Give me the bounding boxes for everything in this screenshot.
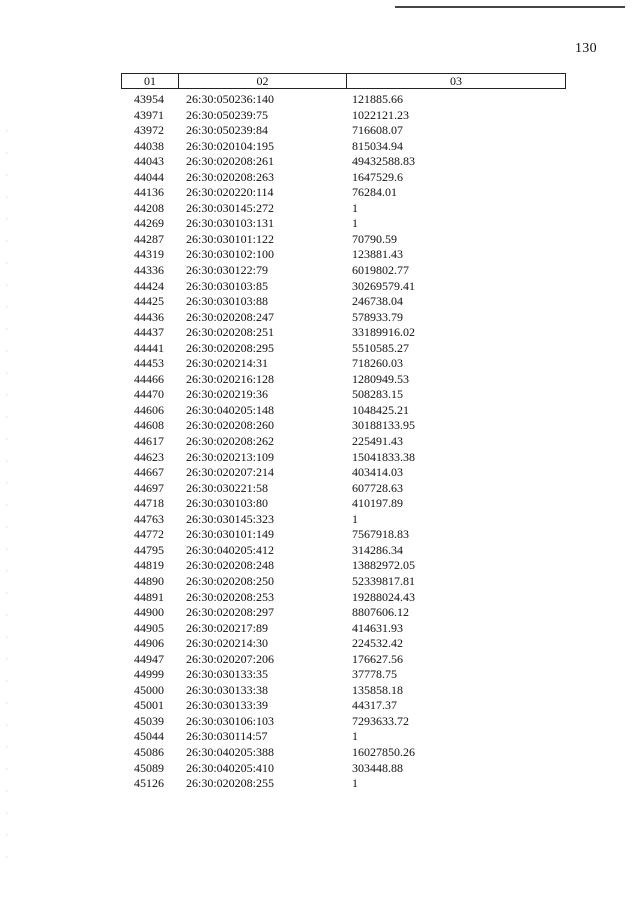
cell-01: 44891	[134, 589, 164, 604]
cell-03: 815034.94	[352, 138, 403, 153]
cell-01: 44437	[134, 325, 164, 340]
table-row	[0, 216, 640, 232]
cell-02: 26:30:030103:88	[186, 294, 269, 309]
cell-03: 1647529.6	[352, 169, 403, 184]
cell-02: 26:30:040205:388	[186, 744, 275, 759]
table-row	[0, 294, 640, 310]
cell-03: 33189916.02	[352, 325, 415, 340]
cell-01: 44763	[134, 511, 164, 526]
cell-03: 49432588.83	[352, 154, 415, 169]
cell-01: 44819	[134, 558, 164, 573]
cell-03: 607728.63	[352, 480, 403, 495]
table-row	[0, 325, 640, 341]
table-row	[0, 496, 640, 512]
cell-03: 246738.04	[352, 294, 403, 309]
cell-03: 121885.66	[352, 92, 403, 106]
cell-02: 26:30:050239:84	[186, 123, 269, 138]
cell-03: 410197.89	[352, 496, 403, 511]
cell-03: 176627.56	[352, 651, 403, 666]
cell-02: 26:30:020207:214	[186, 465, 275, 480]
table-row	[0, 776, 640, 792]
cell-01: 44999	[134, 667, 164, 682]
table-row	[0, 247, 640, 263]
cell-03: 225491.43	[352, 434, 403, 449]
table-row	[0, 123, 640, 139]
table-body	[0, 92, 640, 792]
cell-02: 26:30:030103:85	[186, 278, 269, 293]
table-row	[0, 590, 640, 606]
cell-02: 26:30:030103:80	[186, 496, 269, 511]
cell-01: 44623	[134, 449, 164, 464]
cell-02: 26:30:020208:297	[186, 605, 275, 620]
cell-02: 26:30:030122:79	[186, 263, 269, 278]
cell-01: 44044	[134, 169, 164, 184]
cell-02: 26:30:040205:410	[186, 760, 275, 775]
cell-03: 5510585.27	[352, 340, 409, 355]
cell-03: 314286.34	[352, 542, 403, 557]
scan-margin-artifact	[6, 120, 8, 860]
cell-03: 1	[352, 511, 358, 526]
table-row	[0, 201, 640, 217]
cell-01: 44697	[134, 480, 164, 495]
table-row	[0, 387, 640, 403]
cell-01: 45086	[134, 744, 164, 759]
header-rule	[395, 6, 625, 8]
table-row	[0, 636, 640, 652]
table-row	[0, 527, 640, 543]
cell-01: 45044	[134, 729, 164, 744]
cell-01: 44425	[134, 294, 164, 309]
cell-01: 44453	[134, 356, 164, 371]
cell-02: 26:30:030133:38	[186, 682, 269, 697]
cell-01: 44470	[134, 387, 164, 402]
cell-01: 44436	[134, 309, 164, 324]
table-row	[0, 263, 640, 279]
table-row	[0, 543, 640, 559]
cell-01: 44905	[134, 620, 164, 635]
table-row	[0, 403, 640, 419]
cell-03: 1	[352, 200, 358, 215]
cell-03: 123881.43	[352, 247, 403, 262]
cell-03: 19288024.43	[352, 589, 415, 604]
cell-01: 44319	[134, 247, 164, 262]
cell-03: 578933.79	[352, 309, 403, 324]
cell-01: 44947	[134, 651, 164, 666]
cell-02: 26:30:040205:412	[186, 542, 275, 557]
cell-01: 44269	[134, 216, 164, 231]
table-header	[121, 73, 566, 89]
cell-01: 43971	[134, 107, 164, 122]
cell-01: 44336	[134, 263, 164, 278]
cell-02: 26:30:050239:75	[186, 107, 269, 122]
cell-03: 414631.93	[352, 620, 403, 635]
cell-02: 26:30:030101:149	[186, 527, 275, 542]
cell-02: 26:30:050236:140	[186, 92, 275, 106]
cell-03: 403414.03	[352, 465, 403, 480]
table-row	[0, 139, 640, 155]
cell-03: 70790.59	[352, 231, 397, 246]
cell-01: 44906	[134, 636, 164, 651]
cell-03: 135858.18	[352, 682, 403, 697]
cell-02: 26:30:020208:250	[186, 573, 275, 588]
table-row	[0, 761, 640, 777]
cell-03: 7567918.83	[352, 527, 409, 542]
cell-02: 26:30:020208:262	[186, 434, 275, 449]
cell-01: 43954	[134, 92, 164, 106]
table-row	[0, 652, 640, 668]
cell-03: 15041833.38	[352, 449, 415, 464]
cell-02: 26:30:020208:251	[186, 325, 275, 340]
cell-03: 13882972.05	[352, 558, 415, 573]
cell-02: 26:30:020104:195	[186, 138, 275, 153]
cell-02: 26:30:030114:57	[186, 729, 268, 744]
table-row	[0, 558, 640, 574]
table-row	[0, 574, 640, 590]
cell-01: 45126	[134, 776, 164, 791]
cell-02: 26:30:020208:260	[186, 418, 275, 433]
cell-02: 26:30:020208:261	[186, 154, 275, 169]
cell-01: 44208	[134, 200, 164, 215]
table-row	[0, 683, 640, 699]
cell-02: 26:30:040205:148	[186, 402, 275, 417]
cell-03: 1022121.23	[352, 107, 409, 122]
table-row	[0, 232, 640, 248]
cell-02: 26:30:020208:248	[186, 558, 275, 573]
table-row	[0, 714, 640, 730]
table-row	[0, 729, 640, 745]
cell-01: 45039	[134, 713, 164, 728]
cell-02: 26:30:030102:100	[186, 247, 275, 262]
cell-01: 44795	[134, 542, 164, 557]
cell-02: 26:30:020208:295	[186, 340, 275, 355]
table-row	[0, 745, 640, 761]
cell-01: 44608	[134, 418, 164, 433]
cell-01: 44718	[134, 496, 164, 511]
cell-02: 26:30:030145:323	[186, 511, 275, 526]
cell-01: 45001	[134, 698, 164, 713]
cell-02: 26:30:030106:103	[186, 713, 275, 728]
table-row	[0, 341, 640, 357]
table-row	[0, 450, 640, 466]
cell-03: 52339817.81	[352, 573, 415, 588]
table-row	[0, 154, 640, 170]
table-row	[0, 310, 640, 326]
table-row	[0, 372, 640, 388]
table-row	[0, 512, 640, 528]
column-header-03: 03	[450, 74, 462, 88]
cell-03: 76284.01	[352, 185, 397, 200]
cell-01: 44441	[134, 340, 164, 355]
cell-01: 44043	[134, 154, 164, 169]
table-row	[0, 621, 640, 637]
cell-02: 26:30:030103:131	[186, 216, 275, 231]
cell-03: 30188133.95	[352, 418, 415, 433]
cell-03: 44317.37	[352, 698, 397, 713]
cell-03: 16027850.26	[352, 744, 415, 759]
cell-03: 1048425.21	[352, 402, 409, 417]
cell-03: 1	[352, 729, 358, 744]
cell-02: 26:30:020208:255	[186, 776, 275, 791]
cell-01: 44287	[134, 231, 164, 246]
cell-02: 26:30:020207:206	[186, 651, 275, 666]
table-row	[0, 418, 640, 434]
cell-02: 26:30:030221:58	[186, 480, 269, 495]
cell-02: 26:30:020208:263	[186, 169, 275, 184]
table-row	[0, 92, 640, 108]
column-header-02: 02	[179, 74, 347, 88]
cell-02: 26:30:030101:122	[186, 231, 275, 246]
cell-02: 26:30:020213:109	[186, 449, 275, 464]
cell-01: 45089	[134, 760, 164, 775]
cell-01: 45000	[134, 682, 164, 697]
table-row	[0, 356, 640, 372]
cell-02: 26:30:020214:30	[186, 636, 269, 651]
cell-01: 44038	[134, 138, 164, 153]
cell-03: 303448.88	[352, 760, 403, 775]
table-row	[0, 185, 640, 201]
cell-02: 26:30:030133:35	[186, 667, 269, 682]
cell-02: 26:30:020220:114	[186, 185, 274, 200]
table-row	[0, 465, 640, 481]
table-row	[0, 170, 640, 186]
table-row	[0, 108, 640, 124]
cell-01: 44466	[134, 371, 164, 386]
cell-01: 43972	[134, 123, 164, 138]
cell-03: 508283.15	[352, 387, 403, 402]
cell-03: 716608.07	[352, 123, 403, 138]
cell-02: 26:30:020219:36	[186, 387, 269, 402]
cell-01: 44424	[134, 278, 164, 293]
cell-02: 26:30:020214:31	[186, 356, 269, 371]
cell-01: 44617	[134, 434, 164, 449]
cell-02: 26:30:030145:272	[186, 200, 275, 215]
table-row	[0, 667, 640, 683]
cell-03: 224532.42	[352, 636, 403, 651]
cell-01: 44136	[134, 185, 164, 200]
cell-03: 6019802.77	[352, 263, 409, 278]
cell-01: 44667	[134, 465, 164, 480]
cell-03: 1280949.53	[352, 371, 409, 386]
table-row	[0, 481, 640, 497]
column-header-01: 01	[122, 74, 179, 88]
table-row	[0, 698, 640, 714]
table-row	[0, 434, 640, 450]
cell-01: 44606	[134, 402, 164, 417]
cell-03: 7293633.72	[352, 713, 409, 728]
cell-02: 26:30:020216:128	[186, 371, 275, 386]
cell-03: 37778.75	[352, 667, 397, 682]
cell-03: 8807606.12	[352, 605, 409, 620]
cell-02: 26:30:020217:89	[186, 620, 269, 635]
table-row	[0, 605, 640, 621]
cell-01: 44890	[134, 573, 164, 588]
page-number: 130	[575, 41, 597, 56]
cell-02: 26:30:020208:253	[186, 589, 275, 604]
cell-03: 718260.03	[352, 356, 403, 371]
cell-03: 1	[352, 216, 358, 231]
cell-03: 30269579.41	[352, 278, 415, 293]
cell-03: 1	[352, 776, 358, 791]
cell-02: 26:30:030133:39	[186, 698, 269, 713]
cell-02: 26:30:020208:247	[186, 309, 275, 324]
table-row	[0, 279, 640, 295]
cell-01: 44900	[134, 605, 164, 620]
cell-01: 44772	[134, 527, 164, 542]
